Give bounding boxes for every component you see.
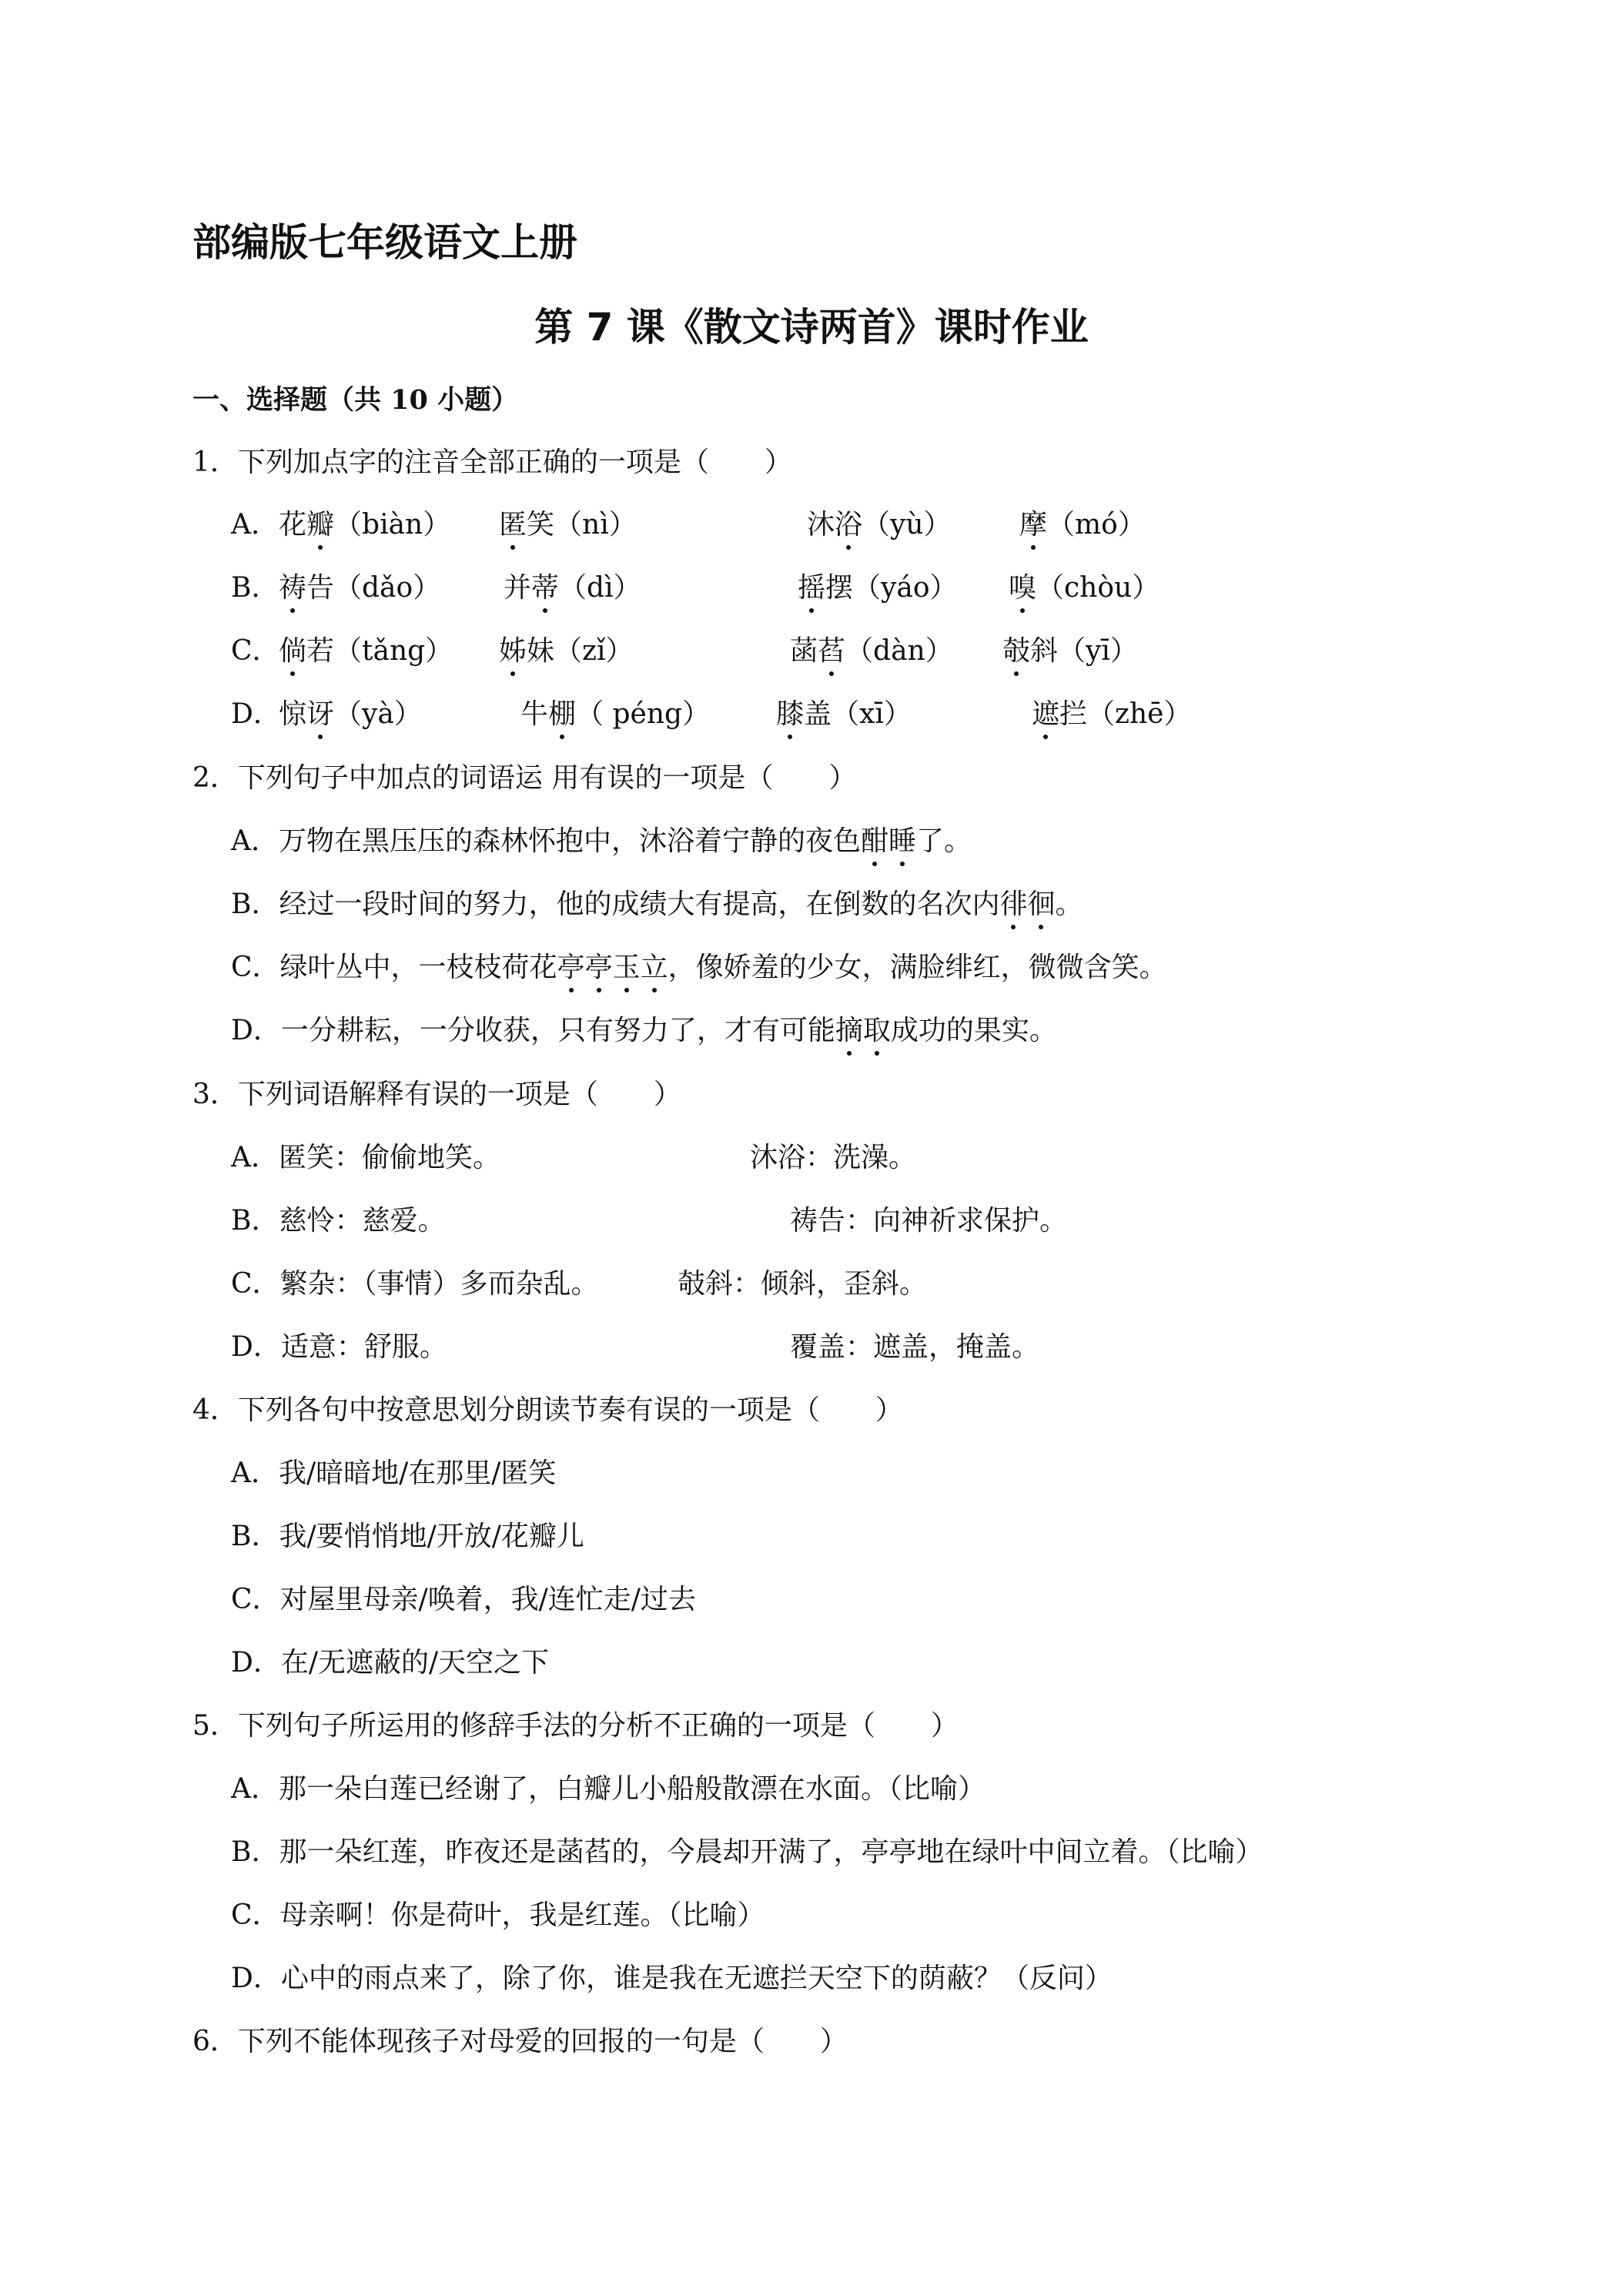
q1-option-b-item-3: 摇摆（yáo）	[798, 566, 958, 605]
q3-option-b-left: B．慈怜：慈爱。	[231, 1205, 446, 1237]
q1-option-b-item-4: 嗅（chòu）	[1009, 566, 1160, 605]
q3-option-c-right: 攲斜：倾斜，歪斜。	[678, 1268, 928, 1300]
q1-option-c-item-1: 倘若（tǎng）	[279, 629, 453, 668]
q1-option-b-item-1: 祷告（dǎo）	[279, 566, 440, 605]
section-heading: 一、选择题（共 10 小题）	[192, 384, 519, 416]
q5-option-a: A．那一朵白莲已经谢了，白瓣儿小船般散漂在水面。（比喻）	[231, 1773, 986, 1805]
q1-option-d-item-2: 牛棚（ péng）	[520, 692, 710, 731]
q1-option-b-item-2: 并蒂（dì）	[504, 566, 641, 605]
q1-option-d-item-1: 惊讶（yà）	[279, 692, 422, 731]
q4-option-c: C．对屋里母亲/唤着，我/连忙走/过去	[231, 1584, 696, 1615]
q1-option-b-label: B．	[231, 572, 279, 604]
q3-option-d-right: 覆盖：遮盖，掩盖。	[790, 1331, 1040, 1363]
q1-option-a-item-4: 摩（mó）	[1019, 503, 1146, 542]
q5-option-d: D．心中的雨点来了，除了你，谁是我在无遮拦天空下的荫蔽？（反问）	[231, 1963, 1113, 1994]
question-3-stem: 3．下列词语解释有误的一项是（ ）	[192, 1079, 681, 1110]
question-4-stem: 4．下列各句中按意思划分朗读节奏有误的一项是（ ）	[192, 1394, 903, 1426]
q4-option-b: B．我/要悄悄地/开放/花瓣儿	[231, 1521, 584, 1552]
q1-option-a-label: A．	[231, 509, 279, 541]
q4-option-a: A．我/暗暗地/在那里/匿笑	[231, 1458, 557, 1489]
q1-option-c-label: C．	[231, 635, 280, 667]
q2-option-a: A．万物在黑压压的森林怀抱中，沐浴着宁静的夜色酣睡了。	[231, 819, 972, 858]
q1-option-a-item-2: 匿笑（nì）	[499, 503, 637, 542]
q2-option-b: B．经过一段时间的努力，他的成绩大有提高，在倒数的名次内徘徊。	[231, 882, 1083, 922]
q4-option-d: D．在/无遮蔽的/天空之下	[231, 1647, 550, 1678]
q1-option-a-item-3: 沐浴（yù）	[807, 503, 952, 542]
q1-option-d-label: D．	[231, 698, 281, 730]
q1-option-c-item-3: 菡萏（dàn）	[790, 629, 953, 668]
q1-option-d-item-4: 遮拦（zhē）	[1032, 692, 1191, 731]
question-5-stem: 5．下列句子所运用的修辞手法的分析不正确的一项是（ ）	[192, 1710, 959, 1742]
q1-option-c-item-4: 攲斜（yī）	[1002, 629, 1138, 668]
question-2-stem: 2．下列句子中加点的词语运 用有误的一项是（ ）	[192, 762, 857, 794]
q3-option-c-left: C．繁杂：（事情）多而杂乱。	[231, 1268, 599, 1300]
q3-option-a-right: 沐浴：洗澡。	[750, 1142, 917, 1173]
series-title: 部编版七年级语文上册	[192, 220, 577, 265]
q1-option-c-item-2: 姊妹（zǐ）	[499, 629, 634, 668]
q1-option-a-item-1: 花瓣（biàn）	[279, 503, 450, 542]
question-1-stem: 1．下列加点字的注音全部正确的一项是（ ）	[192, 447, 792, 478]
question-6-stem: 6．下列不能体现孩子对母爱的回报的一句是（ ）	[192, 2026, 848, 2057]
q2-option-c: C．绿叶丛中，一枝枝荷花亭亭玉立，像娇羞的少女，满脸绯红，微微含笑。	[231, 946, 1167, 985]
q3-option-a-left: A．匿笑：偷偷地笑。	[231, 1142, 500, 1173]
q1-option-d-item-3: 膝盖（xī）	[776, 692, 912, 731]
q2-option-d: D．一分耕耘，一分收获，只有努力了，才有可能摘取成功的果实。	[231, 1009, 1057, 1048]
q3-option-b-right: 祷告：向神祈求保护。	[790, 1205, 1068, 1237]
q3-option-d-left: D．适意：舒服。	[231, 1331, 447, 1363]
q5-option-c: C．母亲啊！你是荷叶，我是红莲。（比喻）	[231, 1899, 765, 1931]
lesson-title: 第 7 课《散文诗两首》课时作业	[534, 305, 1089, 350]
q5-option-b: B．那一朵红莲，昨夜还是菡萏的，今晨却开满了，亭亭地在绿叶中间立着。（比喻）	[231, 1836, 1263, 1868]
